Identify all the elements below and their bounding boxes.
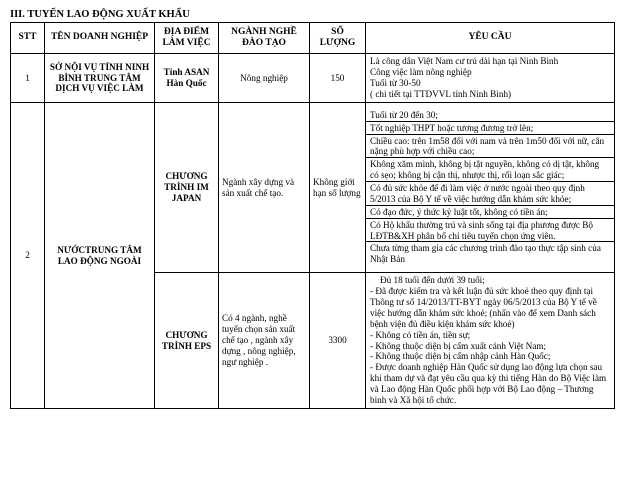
row1-company: SỞ NỘI VỤ TỈNH NINH BÌNH TRUNG TÂM DỊCH VỤ VIỆC LÀM [45,54,155,103]
requirement-line: Chiều cao: trên 1m58 đối với nam và trên 1m50 đối với nữ, cân nặng phù hợp với chiều cao; [366,134,614,158]
requirement-line: - Không thuộc diện bị cấm nhập cảnh Hàn Quốc; [370,351,551,362]
row1-location: Tỉnh ASAN Hàn Quốc [155,54,219,103]
row2a-location: CHƯƠNG TRÌNH IM JAPAN [155,103,219,273]
row1-stt: 1 [11,54,45,103]
requirement-line: Là công dân Việt Nam cư trú dài hạn tại Ninh Bình [370,56,559,67]
requirement-line: Đủ 18 tuổi đến dưới 39 tuổi; [380,275,485,286]
requirement-line: Có đạo đức, ý thức kỷ luật tốt, không có tiền án; [366,205,614,218]
requirement-line: Tốt nghiệp THPT hoặc tương đương trở lên; [366,121,614,134]
row2a-trade: Ngành xây dựng và sản xuất chế tạo. [219,103,310,273]
requirement-line: - Được doanh nghiệp Hàn Quốc sử dụng lao động lựa chọn sau khi tham dự và đạt yêu cầu qua kỳ thi tiếng Hàn do Bộ Việc làm và Lao động Hàn Quốc phối hợp với Bộ Lao động – Thương binh và Xã hội tổ chức. [370,362,607,405]
col-header-requirements: YÊU CẦU [366,23,615,54]
requirement-line: Có Hộ khẩu thường trú và sinh sống tại địa phương được Bộ LĐTB&XH phân bổ chỉ tiêu tuyển chọn ứng viên. [366,218,614,242]
col-header-stt: STT [11,23,45,54]
row2-stt: 2 [11,103,45,409]
table-header-row [11,23,615,54]
requirement-line: ( chi tiết tại TTDVVL tỉnh Ninh Bình) [370,88,512,99]
row1-quantity: 150 [310,54,366,103]
requirement-line: - Không thuộc diện bị cấm xuất cảnh Việt Nam; [370,340,547,351]
col-header-location: ĐỊA ĐIỂM LÀM VIỆC [155,23,219,54]
row2b-trade: Có 4 ngành, nghề tuyển chọn sản xuất chế tạo , ngành xây dựng , nông nghiệp, ngư nghiệp . [219,273,310,409]
row2-company: NƯỚCTRUNG TÂM LAO ĐỘNG NGOÀI [45,103,155,409]
table-row [11,54,615,103]
row1-requirements [366,54,615,103]
row2a-requirements [366,103,615,273]
requirement-line: Tuổi từ 30-50 [370,78,421,88]
requirement-line: Có đủ sức khỏe để đi làm việc ở nước ngoài theo quy định 5/2013 của Bộ Y tế về việc hướng dẫn khám sức khỏe; [366,181,614,205]
requirement-line: - Đã được kiểm tra và kết luận đủ sức khoẻ theo quy định tại Thông tư số 14/2013/TT-BYT ngày 06/5/2013 của Bộ Y tế về việc hướng dẫn khám sức khoẻ; (nhấn vào để xem Danh sách bệnh viện đủ điều kiện khám sức khoẻ) [370,286,597,329]
requirement-line: Chưa từng tham gia các chương trình đào tạo thực tập sinh của Nhật Bản [366,241,614,265]
col-header-trade: NGÀNH NGHỀ ĐÀO TẠO [219,23,310,54]
requirement-line: Tuổi từ 20 đến 30; [370,109,438,120]
row2b-quantity: 3300 [310,273,366,409]
requirement-line: - Không có tiền án, tiền sự; [370,329,471,340]
col-header-quantity: SỐ LƯỢNG [310,23,366,54]
section-heading: III. TUYỂN LAO ĐỘNG XUẤT KHẨU [10,9,190,20]
export-labor-table [10,22,615,409]
requirement-line: Không xăm mình, không bị tật nguyền, không có dị tật, không có sẹo; không bị cận thị, nhược thị, rối loạn sắc giác; [366,157,614,181]
table-row [11,103,615,273]
row2b-requirements [366,273,615,409]
col-header-company: TÊN DOANH NGHIỆP [45,23,155,54]
row2a-quantity: Không giới hạn số lượng [310,103,366,273]
row1-trade: Nông nghiệp [219,54,310,103]
requirement-line: Công việc làm nông nghiệp [370,67,472,78]
row2b-location: CHƯƠNG TRÌNH EPS [155,273,219,409]
